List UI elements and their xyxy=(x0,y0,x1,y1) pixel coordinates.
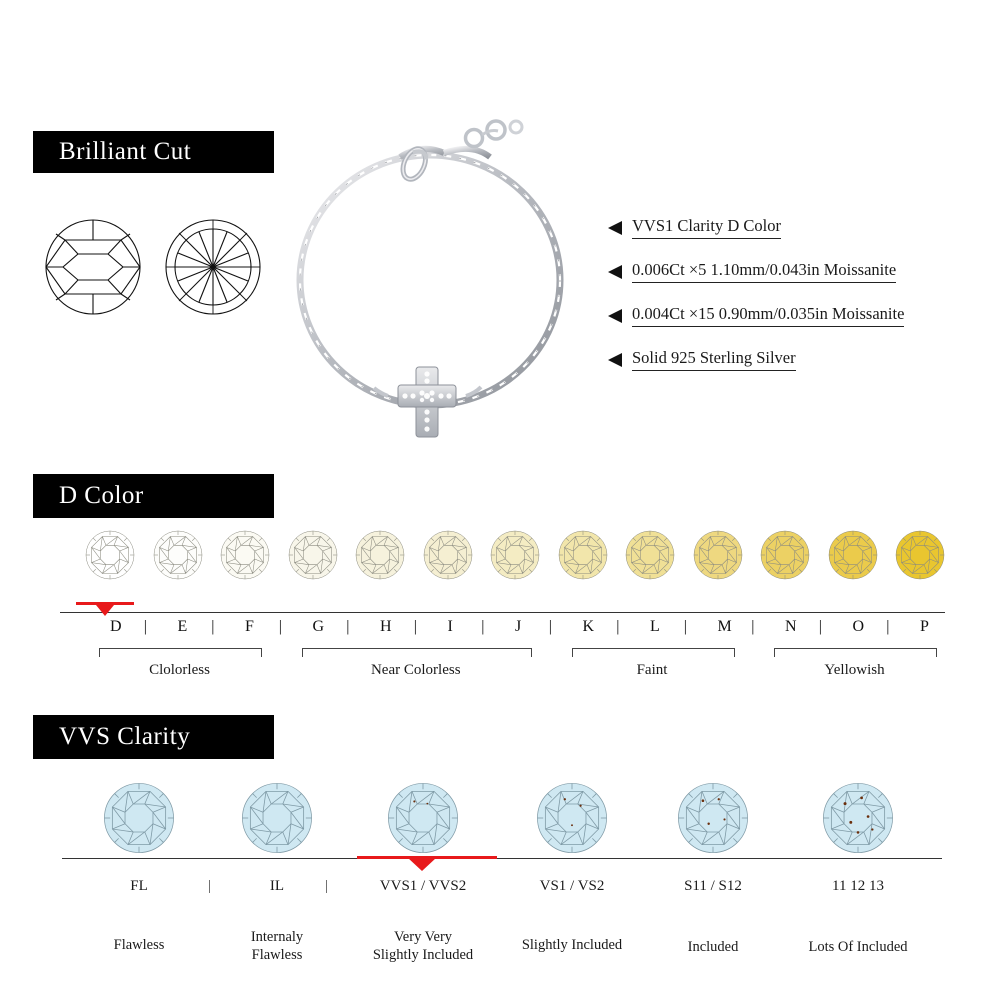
color-grade-P: P xyxy=(920,618,929,635)
color-grade-G: G xyxy=(312,618,325,635)
clarity-gem-4 xyxy=(677,782,749,859)
gem-icon xyxy=(760,530,810,580)
clarity-description-3: Slightly Included xyxy=(521,937,623,953)
clarity-label-separator: | xyxy=(325,878,329,894)
gem-icon xyxy=(558,530,608,580)
color-gem-G xyxy=(288,530,338,585)
color-grade-H: H xyxy=(380,618,392,635)
color-grade-J: J xyxy=(515,618,522,635)
color-group-label: Faint xyxy=(636,662,668,678)
clarity-gem-5 xyxy=(822,782,894,859)
clarity-scale-axis xyxy=(62,858,942,859)
clarity-label-5: 11 12 13 xyxy=(832,878,884,894)
color-gem-P xyxy=(895,530,945,585)
clarity-description-0: Flawless xyxy=(113,937,165,953)
color-grade-L: L xyxy=(650,618,660,635)
clarity-scale-gems xyxy=(0,782,1000,857)
gem-icon xyxy=(85,530,135,580)
feature-text: VVS1 Clarity D Color xyxy=(632,216,781,239)
arrow-left-icon xyxy=(608,265,624,279)
gem-icon xyxy=(490,530,540,580)
list-item xyxy=(608,337,998,381)
list-item xyxy=(608,293,998,337)
section-title-d-color xyxy=(33,474,274,518)
color-grade-O: O xyxy=(852,618,865,635)
color-group-label: Yellowish xyxy=(824,662,885,678)
clarity-label-2: VVS1 / VVS2 xyxy=(379,878,467,894)
arrow-left-icon xyxy=(608,221,624,235)
color-grade-separator: | xyxy=(886,618,890,635)
color-scale-gems xyxy=(0,530,1000,600)
color-gem-J xyxy=(490,530,540,585)
color-grade-F: F xyxy=(245,618,254,635)
clarity-description-5: Lots Of Included xyxy=(808,939,908,955)
color-grade-K: K xyxy=(582,618,595,635)
color-gem-L xyxy=(625,530,675,585)
brilliant-cut-diagrams xyxy=(38,212,268,322)
color-grade-M: M xyxy=(717,618,732,635)
color-group-label: Clolorless xyxy=(149,662,210,678)
color-grade-separator: | xyxy=(278,618,282,635)
color-group-bracket xyxy=(572,648,735,657)
clarity-label-4: S11 / S12 xyxy=(684,878,742,894)
color-gem-I xyxy=(423,530,473,585)
clarity-gem-1 xyxy=(241,782,313,859)
section-title-brilliant-cut xyxy=(33,131,274,173)
arrow-left-icon xyxy=(608,353,624,367)
gem-icon xyxy=(895,530,945,580)
gem-icon xyxy=(536,782,608,854)
gem-icon xyxy=(423,530,473,580)
gem-icon xyxy=(387,782,459,854)
color-grade-separator: | xyxy=(481,618,485,635)
color-grade-separator: | xyxy=(818,618,822,635)
section-title-label: VVS Clarity xyxy=(59,723,191,750)
color-gem-D xyxy=(85,530,135,585)
color-grade-D: D xyxy=(110,618,122,635)
product-feature-list xyxy=(608,205,998,381)
feature-text: Solid 925 Sterling Silver xyxy=(632,348,796,371)
color-grade-N: N xyxy=(785,618,797,635)
gem-icon xyxy=(241,782,313,854)
color-scale-axis xyxy=(60,612,945,613)
color-group-bracket xyxy=(302,648,533,657)
color-grade-separator: | xyxy=(143,618,147,635)
clarity-description-1: Internaly Flawless xyxy=(250,929,304,963)
gem-icon xyxy=(103,782,175,854)
color-gem-M xyxy=(693,530,743,585)
list-item xyxy=(608,205,998,249)
feature-text: 0.006Ct ×5 1.10mm/0.043in Moissanite xyxy=(632,260,896,283)
clarity-label-3: VS1 / VS2 xyxy=(539,878,605,894)
gem-icon xyxy=(625,530,675,580)
color-grade-E: E xyxy=(177,618,188,635)
clarity-gem-0 xyxy=(103,782,175,859)
color-grade-separator: | xyxy=(616,618,620,635)
color-gem-H xyxy=(355,530,405,585)
color-gem-N xyxy=(760,530,810,585)
color-grade-I: I xyxy=(447,618,453,635)
clarity-gem-3 xyxy=(536,782,608,859)
color-grade-separator: | xyxy=(751,618,755,635)
gem-icon xyxy=(828,530,878,580)
color-gem-K xyxy=(558,530,608,585)
color-scale-marker xyxy=(76,602,134,616)
color-grade-separator: | xyxy=(211,618,215,635)
clarity-label-separator: | xyxy=(208,878,212,894)
color-group-label: Near Colorless xyxy=(370,662,461,678)
bracelet-product-image xyxy=(268,105,598,450)
clarity-description-4: Included xyxy=(687,939,739,955)
section-title-label: Brilliant Cut xyxy=(59,138,192,165)
color-grade-separator: | xyxy=(413,618,417,635)
gem-icon xyxy=(693,530,743,580)
section-title-label: D Color xyxy=(59,482,144,509)
color-grade-separator: | xyxy=(346,618,350,635)
color-grade-letters xyxy=(60,618,945,644)
gem-icon xyxy=(220,530,270,580)
gem-icon xyxy=(288,530,338,580)
color-grade-separator: | xyxy=(548,618,552,635)
color-grade-groups xyxy=(60,648,945,688)
gem-icon xyxy=(677,782,749,854)
list-item xyxy=(608,249,998,293)
section-title-vvs-clarity xyxy=(33,715,274,759)
color-group-bracket xyxy=(774,648,937,657)
clarity-label-1: IL xyxy=(269,878,285,894)
color-grade-separator: | xyxy=(683,618,687,635)
gem-icon xyxy=(153,530,203,580)
clarity-gem-2 xyxy=(387,782,459,859)
color-gem-E xyxy=(153,530,203,585)
gem-icon xyxy=(822,782,894,854)
gem-icon xyxy=(355,530,405,580)
feature-text: 0.004Ct ×15 0.90mm/0.035in Moissanite xyxy=(632,304,904,327)
clarity-description-2: Very Very Slightly Included xyxy=(372,929,474,963)
color-gem-F xyxy=(220,530,270,585)
color-gem-O xyxy=(828,530,878,585)
arrow-left-icon xyxy=(608,309,624,323)
color-group-bracket xyxy=(99,648,262,657)
clarity-scale-marker xyxy=(408,858,436,872)
clarity-label-0: FL xyxy=(130,878,148,894)
